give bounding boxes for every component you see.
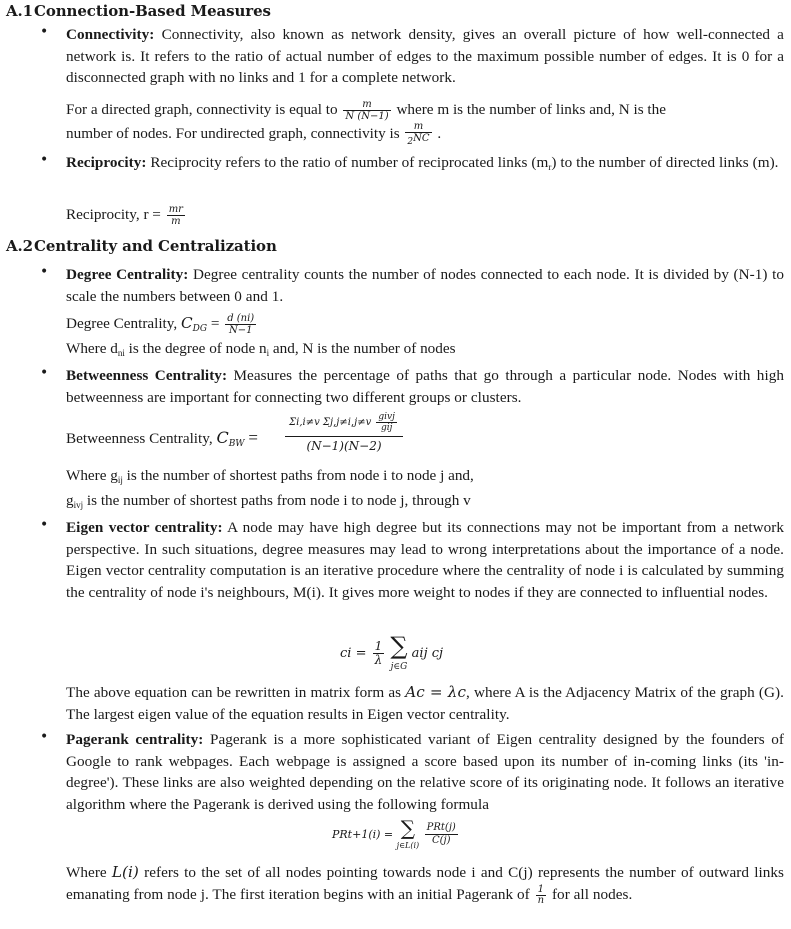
formula-label: Degree Centrality, [66, 315, 178, 332]
section-title: Centrality and Centralization [34, 237, 277, 255]
subscript: ivj [73, 500, 84, 510]
pagerank-paragraph [66, 729, 784, 815]
section-heading-a2 [6, 237, 277, 255]
bullet: • [40, 729, 49, 745]
section-heading-a1 [6, 2, 271, 20]
bullet: • [40, 517, 49, 533]
reciprocity-text-a: Reciprocity refers to the ratio of number of reciprocated links (m [150, 154, 549, 171]
sum-expression: Σi,i≠v Σj,j≠i,j≠v [289, 417, 372, 428]
term-reciprocity: Reciprocity: [66, 154, 147, 171]
section-number: A.1 [6, 2, 33, 20]
where-text: is the degree of node n [124, 340, 267, 357]
subscript: ni [117, 348, 125, 358]
eigen-fraction [373, 640, 385, 667]
eigen-text: A node may have high degree but its connections may not be important from a network perspective. In such situations, degree measures may lead to wrong interpretations about the importance of a node. Eigen vector centrality computation is an iterative procedure where the centrality of node i is calculated by summing the centrality of node i's neighbours, M(i). It gives more weight to nodes if they are connected to influential nodes. [66, 519, 784, 601]
betweenness-formula-label [66, 428, 258, 454]
degree-where-line [66, 339, 456, 363]
where-text: and, N is the number of nodes [269, 340, 456, 357]
directed-text-pre: For a directed graph, connectivity is equal to [66, 100, 338, 118]
section-number: A.2 [6, 237, 33, 255]
after-text: , where A is the Adjacency Matrix of the graph (G). The largest eigen value of the equation results in Eigen vector centrality. [66, 684, 784, 723]
formula-label: Betweenness Centrality, [66, 430, 213, 447]
bullet: • [40, 24, 49, 40]
fraction-numerator: PRt(j) [426, 822, 456, 833]
fraction-denominator: gij [380, 423, 393, 433]
undirected-text: number of nodes. For undirected graph, connectivity is [66, 124, 400, 142]
sum-sign: ∑ [390, 632, 408, 660]
betweenness-denominator: (N−1)(N−2) [306, 439, 382, 453]
denominator-text: NC [413, 133, 430, 144]
where-text: is the number of shortest paths from node i to node j, through v [83, 492, 471, 509]
inline-math: Ac = λc [405, 683, 467, 701]
fraction-numerator: mr [168, 204, 183, 215]
equation-lhs: ci = [340, 646, 367, 661]
undirected-fraction [405, 121, 431, 148]
symbol: C [216, 428, 229, 447]
pagerank-equation [332, 818, 460, 856]
inner-fraction [376, 412, 397, 433]
sum-subscript: j∈L(i) [396, 841, 420, 850]
fraction-denominator: λ [374, 653, 383, 667]
eigen-equation [340, 634, 443, 676]
fraction-numerator: m [343, 99, 390, 111]
betweenness-paragraph [66, 365, 784, 408]
sum-block [397, 818, 420, 851]
betweenness-fraction [285, 412, 403, 453]
betweenness-symbol [216, 428, 244, 447]
connectivity-undirected-line [66, 121, 441, 148]
fraction-denominator: N−1 [228, 325, 253, 337]
subscript: i [266, 348, 270, 358]
fraction-numerator: 1 [374, 639, 383, 653]
fraction-denominator: C(j) [431, 835, 451, 846]
term-degree: Degree Centrality: [66, 266, 189, 283]
pagerank-after-paragraph [66, 862, 784, 906]
directed-text-post: where m is the number of links and, N is the [396, 100, 666, 118]
eigen-after-paragraph [66, 682, 784, 725]
reciprocity-paragraph [66, 152, 784, 179]
directed-fraction [343, 99, 390, 122]
fraction-denominator: n [537, 894, 545, 906]
inline-math: L(i) [111, 863, 139, 881]
term-connectivity: Connectivity: [66, 26, 155, 43]
fraction-numerator: givj [378, 412, 395, 422]
degree-paragraph [66, 264, 784, 307]
bullet: • [40, 264, 49, 280]
where-text: Where g [66, 467, 118, 484]
betweenness-where1 [66, 466, 474, 490]
subscript: BW [228, 439, 245, 449]
init-fraction [536, 885, 547, 906]
subscript: 2 [407, 137, 414, 147]
equation-lhs: PRt+1(i) = [332, 828, 394, 841]
connectivity-paragraph [66, 24, 784, 89]
sum-block [390, 634, 407, 673]
bullet: • [40, 365, 49, 381]
equation-rhs: aij cj [411, 646, 444, 661]
eigen-paragraph [66, 517, 784, 603]
fraction-denominator [405, 133, 431, 148]
pagerank-fraction [425, 822, 458, 847]
pagerank-text: Pagerank is a more sophisticated variant of Eigen centrality designed by the founders of Google to rank webpages. Each webpage is assigned a score based upon its number of in-coming links (its 'in-degree'). These links are also weighted depending on the relative score of its originating node. It follows an iterative algorithm where the Pagerank is derived using the following formula [66, 731, 784, 813]
fraction-numerator: m [405, 121, 431, 133]
betweenness-numerator [285, 412, 403, 437]
connectivity-text: Connectivity, also known as network density, gives an overall picture of how well-connected a network is. It refers to the ratio of actual number of edges to the maximum possible number of edges. It is 0 for a disconnected graph with no links and 1 for a complete network. [66, 26, 784, 86]
period: . [437, 124, 442, 142]
fraction-numerator: 1 [536, 885, 547, 896]
betweenness-text: Measures the percentage of paths that go through a particular node. Nodes with high betweenness are important for connecting two different groups or clusters. [66, 367, 784, 406]
subscript: ij [117, 475, 123, 485]
where-text: g [66, 492, 74, 509]
betweenness-where2 [66, 491, 471, 515]
sum-sign: ∑ [400, 816, 416, 840]
degree-fraction [225, 313, 256, 336]
fraction-denominator: m [171, 216, 181, 227]
bullet: • [40, 152, 49, 168]
section-title: Connection-Based Measures [34, 2, 271, 20]
formula-label: Reciprocity, r = [66, 205, 161, 223]
reciprocity-formula [66, 204, 187, 227]
term-eigen: Eigen vector centrality: [66, 519, 223, 536]
after-text: The above equation can be rewritten in matrix form as [66, 684, 406, 701]
fraction-numerator: d (ni) [227, 313, 255, 325]
subscript: r [548, 162, 552, 172]
sum-subscript: j∈G [390, 662, 408, 672]
term-betweenness: Betweenness Centrality: [66, 367, 228, 384]
equals: = [248, 428, 258, 447]
reciprocity-text-b: ) to the number of directed links (m). [551, 154, 779, 171]
equals: = [210, 315, 220, 332]
reciprocity-fraction [167, 204, 185, 227]
where-text: Where d [66, 340, 118, 357]
symbol: C [180, 314, 193, 332]
after-text: Where [66, 864, 112, 881]
degree-symbol [181, 314, 207, 332]
fraction-denominator: N (N−1) [345, 111, 389, 122]
term-pagerank: Pagerank centrality: [66, 731, 204, 748]
where-text: is the number of shortest paths from node i to node j and, [122, 467, 474, 484]
after-text: for all nodes. [551, 885, 633, 903]
degree-formula [66, 313, 258, 339]
connectivity-directed-line [66, 99, 666, 122]
degree-text: Degree centrality counts the number of nodes connected to each node. It is divided by (N-1) to scale the numbers between 0 and 1. [66, 266, 784, 305]
after-text: refers to the set of all nodes pointing towards node i and C(j) represents the number of outward links emanating from node j. The first iteration begins with an initial Pagerank of [66, 864, 784, 903]
subscript: DG [192, 324, 208, 334]
